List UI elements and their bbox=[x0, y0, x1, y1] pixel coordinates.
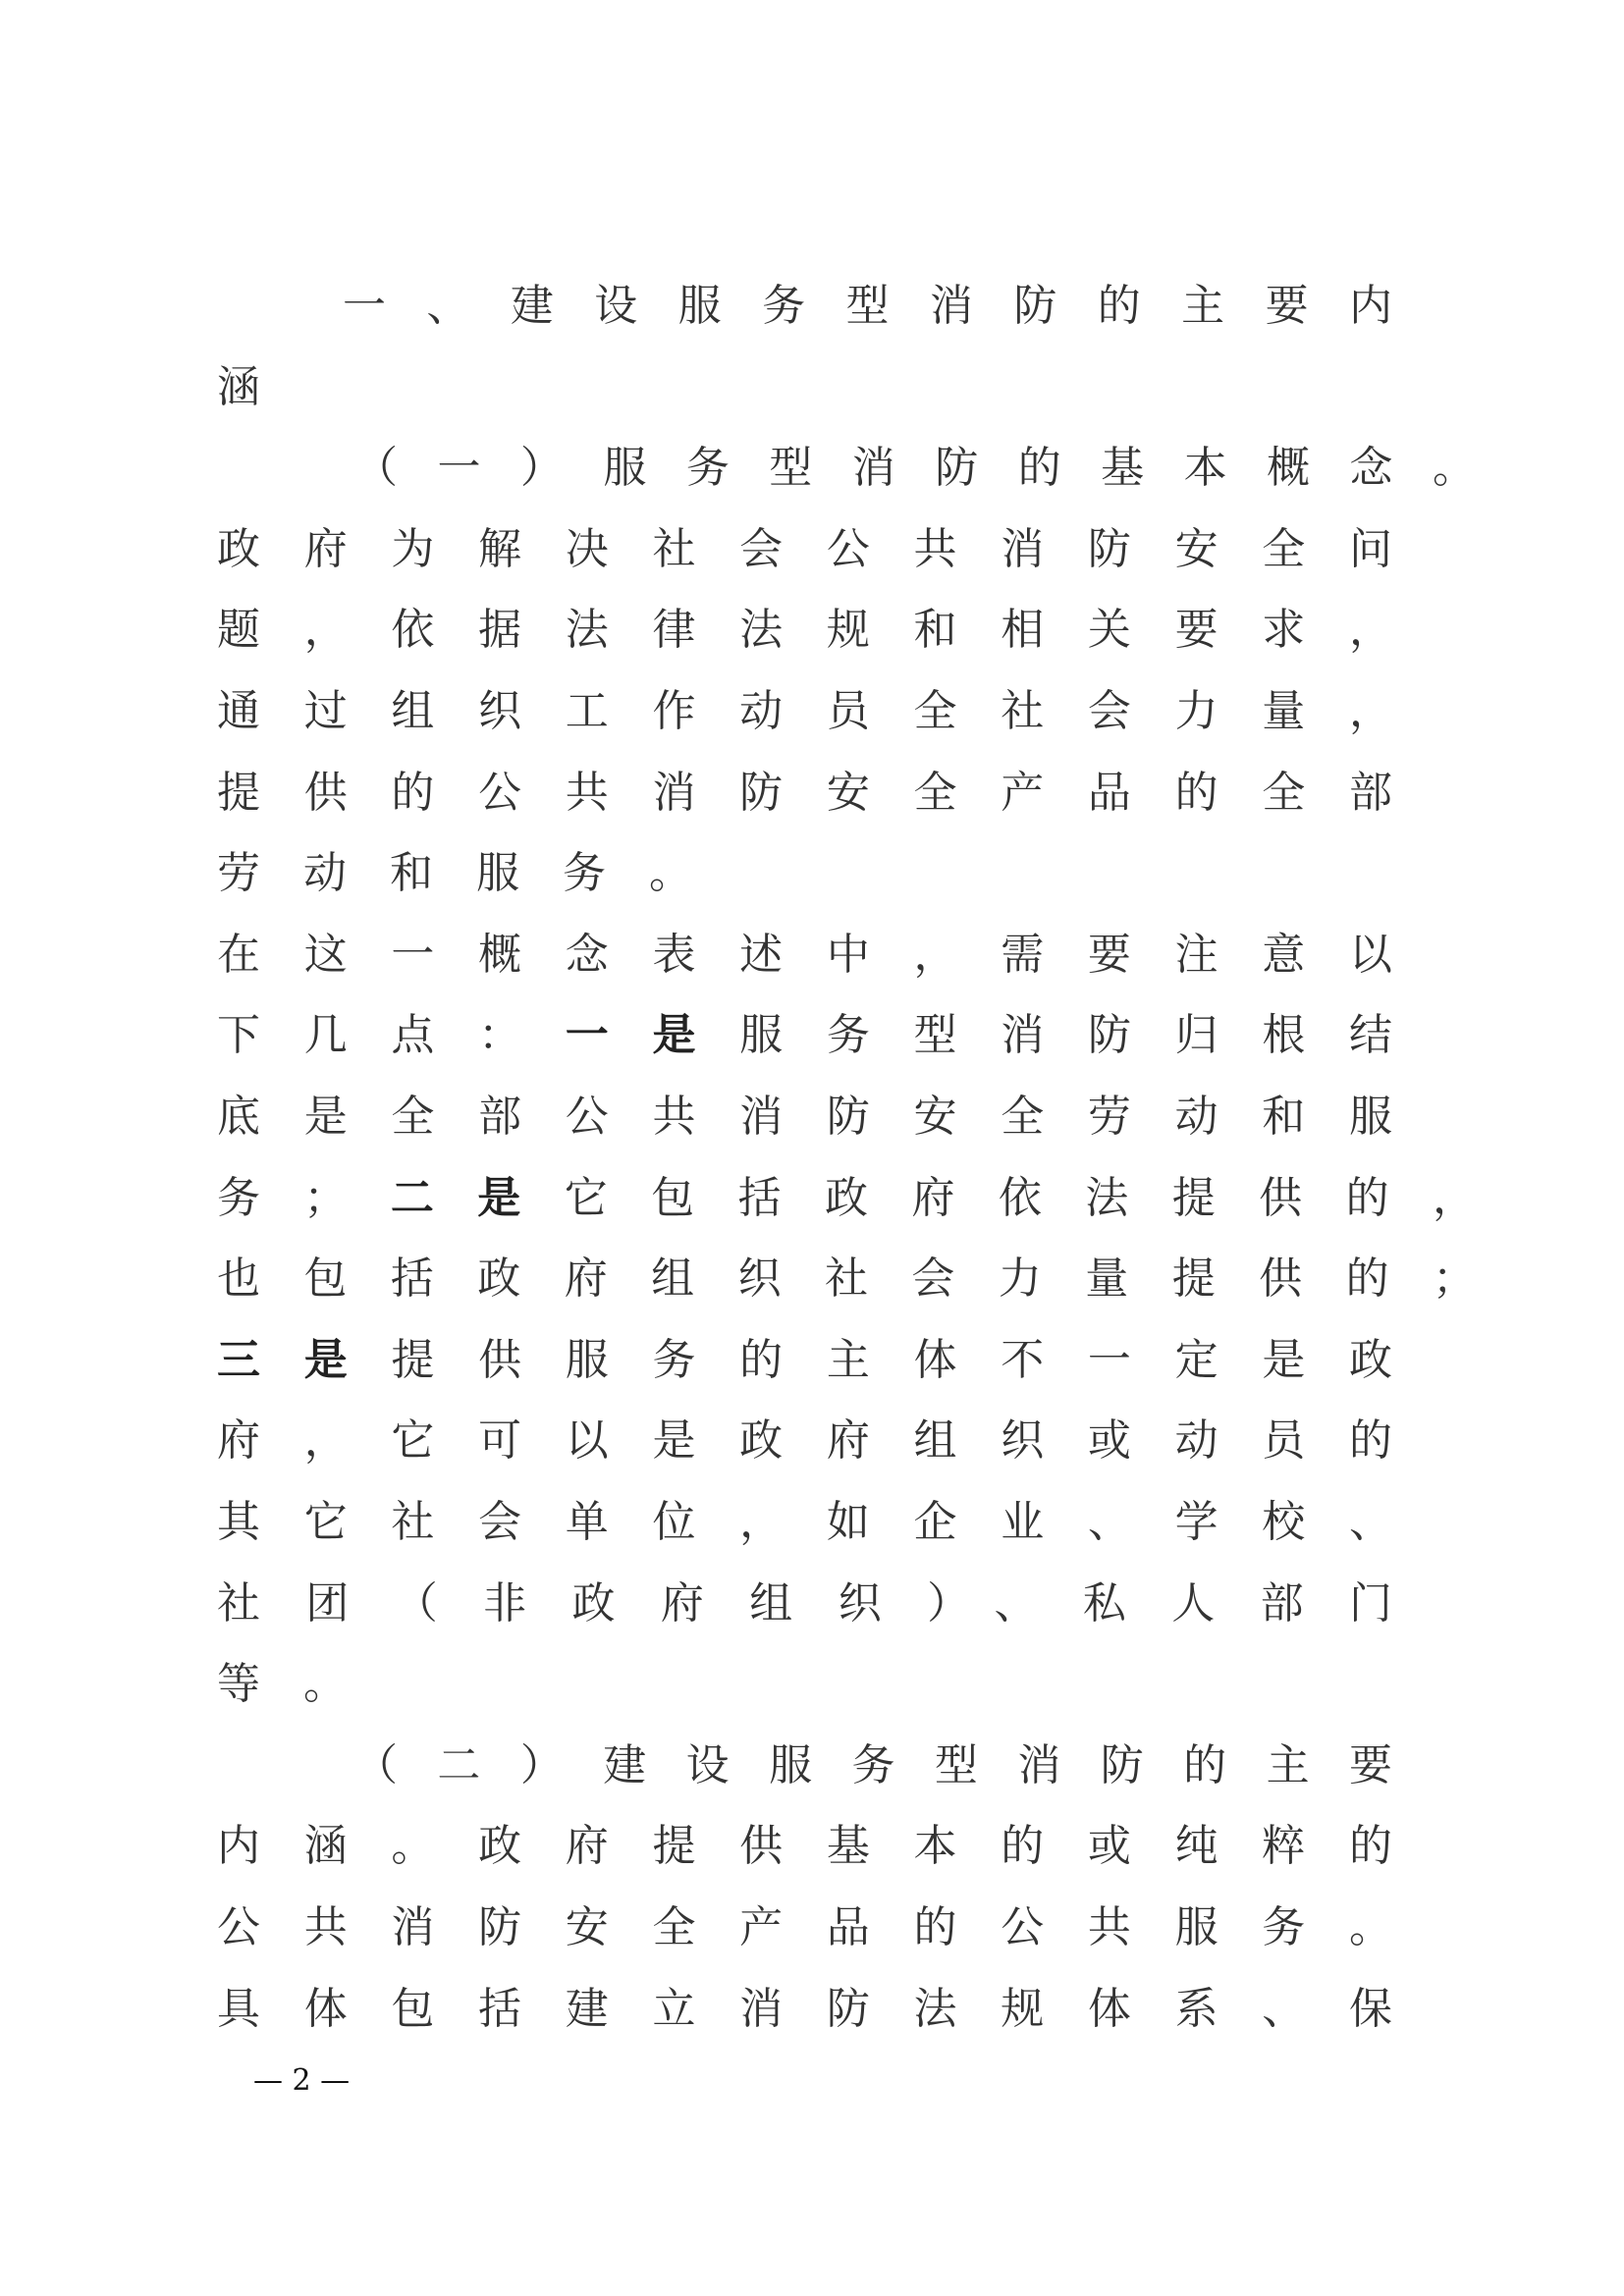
text-segment: 一、建设服务型消防的主要内 bbox=[343, 281, 1392, 331]
text-segment: 等。 bbox=[217, 1659, 390, 1710]
text-line bbox=[217, 1493, 1392, 1552]
text-segment: 底是全部公共消防安全劳动和服 bbox=[217, 1092, 1392, 1142]
text-line bbox=[217, 520, 1392, 579]
text-segment: 政府为解决社会公共消防安全问 bbox=[217, 523, 1392, 574]
text-line bbox=[217, 1006, 1392, 1065]
text-segment: 务； bbox=[217, 1172, 348, 1223]
text-line bbox=[217, 601, 1392, 660]
text-segment: 提供服务的主体不一定是政 bbox=[391, 1334, 1393, 1385]
text-line bbox=[217, 1898, 1392, 1957]
bold-ordinal: 二是 bbox=[347, 1172, 565, 1223]
bold-ordinal: 一是 bbox=[565, 1010, 740, 1061]
text-segment: 社团（非政府组织）、私人部门 bbox=[217, 1577, 1392, 1629]
text-line bbox=[217, 1169, 1476, 1228]
text-segment: 涵 bbox=[217, 361, 303, 412]
text-line bbox=[217, 1412, 1392, 1470]
text-segment: 在这一概念表述中，需要注意以 bbox=[217, 929, 1392, 980]
text-line bbox=[217, 1088, 1392, 1147]
text-line bbox=[354, 1736, 1392, 1795]
text-segment: （一）服务型消防的基本概念。 bbox=[354, 443, 1476, 494]
text-segment: 服务型消防归根结 bbox=[739, 1010, 1393, 1061]
text-line bbox=[217, 1250, 1476, 1308]
text-segment: 其它社会单位，如企业、学校、 bbox=[217, 1497, 1392, 1547]
text-line bbox=[217, 1980, 1392, 2039]
text-segment: 也包括政府组织社会力量提供的； bbox=[217, 1254, 1476, 1305]
text-line bbox=[217, 1575, 1392, 1633]
text-line bbox=[217, 844, 735, 903]
text-line bbox=[217, 926, 1392, 985]
text-segment: 府，它可以是政府组织或动员的 bbox=[217, 1415, 1392, 1467]
text-segment: 题，依据法律法规和相关要求， bbox=[217, 605, 1392, 656]
text-segment: 通过组织工作动员全社会力量， bbox=[217, 686, 1392, 736]
text-segment: 公共消防安全产品的公共服务。 bbox=[217, 1902, 1392, 1952]
bold-ordinal: 三是 bbox=[217, 1334, 392, 1385]
text-segment: （二）建设服务型消防的主要 bbox=[354, 1739, 1392, 1790]
text-line bbox=[217, 682, 1392, 741]
text-segment: 它包括政府依法提供的， bbox=[564, 1172, 1477, 1223]
text-segment: 提供的公共消防安全产品的全部 bbox=[217, 767, 1392, 818]
text-segment: 具体包括建立消防法规体系、保 bbox=[217, 1983, 1392, 2034]
page-number: — 2 — bbox=[253, 2063, 351, 2098]
text-segment: 下几点： bbox=[217, 1010, 566, 1061]
text-segment: 内涵。政府提供基本的或纯粹的 bbox=[217, 1821, 1392, 1872]
text-line bbox=[217, 1655, 390, 1714]
text-segment: 劳动和服务。 bbox=[217, 848, 735, 899]
text-line bbox=[217, 1331, 1392, 1390]
text-line bbox=[217, 358, 303, 417]
text-line bbox=[217, 1817, 1392, 1876]
text-line bbox=[354, 439, 1476, 498]
text-line bbox=[343, 277, 1392, 336]
text-line bbox=[217, 764, 1392, 823]
